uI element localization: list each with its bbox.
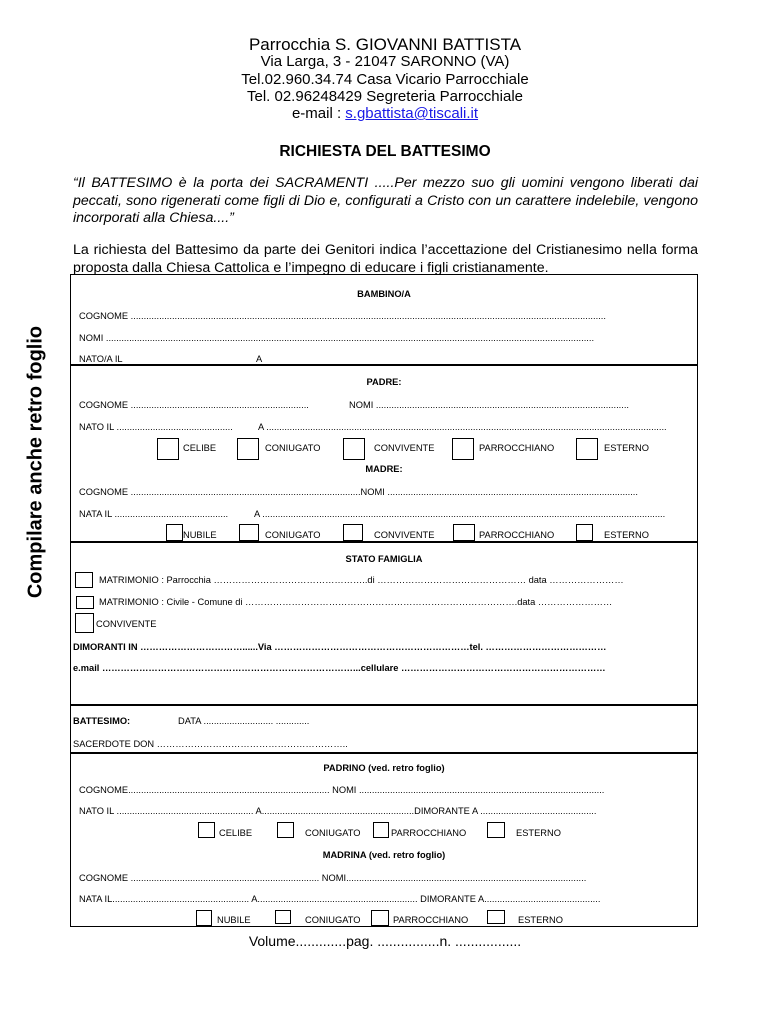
madre-nubile-checkbox[interactable] (166, 524, 183, 541)
madrina-nubile-checkbox[interactable] (196, 910, 212, 926)
convivente-checkbox[interactable] (75, 613, 94, 633)
madrina-parrocchiano-checkbox[interactable] (371, 910, 389, 926)
battesimo-label: BATTESIMO: (73, 716, 131, 726)
padre-celibe-checkbox[interactable] (157, 438, 179, 460)
madrina-esterno-checkbox[interactable] (487, 910, 505, 924)
madre-heading: MADRE: (365, 464, 403, 474)
matrimonio-parrocchia-checkbox[interactable] (75, 572, 93, 588)
padre-cognome-field[interactable]: COGNOME ..................................................................... (79, 400, 309, 410)
famiglia-email-field[interactable]: e.mail ………………………………………………………………………...cellulare ………………………………………………………… (73, 663, 606, 673)
padre-celibe-label: CELIBE (183, 443, 217, 453)
parish-address: Via Larga, 3 - 21047 SARONNO (VA) (260, 53, 510, 70)
register-reference: Volume.............pag. ................n. ................. (248, 933, 522, 949)
padrino-heading: PADRINO (ved. retro foglio) (323, 763, 445, 773)
padre-convivente-label: CONVIVENTE (374, 443, 435, 453)
bambino-nato-field[interactable]: NATO/A IL (79, 354, 123, 364)
padre-coniugato-checkbox[interactable] (237, 438, 259, 460)
side-note: Compilare anche retro foglio (24, 325, 47, 599)
divider (70, 704, 698, 706)
padrino-cognome-nomi-field[interactable]: COGNOME.............................................................................. NOMI ............................................................................................... (79, 785, 605, 795)
email-link[interactable]: s.gbattista@tiscali.it (345, 105, 479, 122)
madrina-cognome-nomi-field[interactable]: COGNOME ......................................................................... NOMI............................................................................................. (79, 873, 587, 883)
padrino-coniugato-label: CONIUGATO (305, 828, 361, 838)
parish-email-line (0, 105, 770, 122)
madre-a-field[interactable]: A ............................................................................................................................................................ (254, 509, 666, 519)
divider (70, 541, 698, 543)
madre-convivente-checkbox[interactable] (343, 524, 363, 541)
divider (70, 752, 698, 754)
divider (70, 364, 698, 366)
padre-heading: PADRE: (366, 377, 402, 387)
sacerdote-field[interactable]: SACERDOTE DON …………………………………………………….. (73, 739, 348, 749)
bambino-nome-field[interactable]: NOMI ............................................................................................................................................................................................. (79, 333, 595, 343)
padre-a-field[interactable]: A ........................................................................................................................................................... (258, 422, 667, 432)
battesimo-data-field[interactable]: DATA ........................... ............. (178, 716, 310, 726)
padrino-coniugato-checkbox[interactable] (277, 822, 294, 838)
padrino-nato-field[interactable]: NATO IL ..................................................... A...........................................................DIMORANTE A ............................................. (79, 806, 597, 816)
parish-tel-2: Tel. 02.96248429 Segreteria Parrocchiale (246, 88, 523, 105)
padre-nato-field[interactable]: NATO IL ............................................. (79, 422, 233, 432)
email-label: e-mail : (291, 105, 346, 122)
padre-esterno-checkbox[interactable] (576, 438, 598, 460)
madre-cognome-nomi-field[interactable]: COGNOME .........................................................................................NOMI ................................................................................................. (79, 487, 638, 497)
madre-esterno-checkbox[interactable] (576, 524, 593, 541)
famiglia-heading: STATO FAMIGLIA (345, 554, 423, 564)
madre-esterno-label: ESTERNO (604, 530, 649, 540)
convivente-label: CONVIVENTE (96, 619, 157, 629)
madrina-coniugato-label: CONIUGATO (305, 915, 361, 925)
padre-parrocchiano-label: PARROCCHIANO (479, 443, 555, 453)
bambino-cognome-field[interactable]: COGNOME ........................................................................................................................................................................................ (79, 311, 606, 321)
padre-nomi-field[interactable]: NOMI .................................................................................................. (349, 400, 629, 410)
madre-nata-field[interactable]: NATA IL ............................................ (79, 509, 229, 519)
padre-coniugato-label: CONIUGATO (265, 443, 321, 453)
madre-nubile-label: NUBILE (183, 530, 217, 540)
padrino-celibe-label: CELIBE (219, 828, 253, 838)
padrino-celibe-checkbox[interactable] (198, 822, 215, 838)
bambino-a-field[interactable]: A (256, 354, 263, 364)
dimoranti-field[interactable]: DIMORANTI IN ……………………………......Via ………………………………………………………tel. ………………………………… (73, 642, 607, 652)
madre-coniugato-label: CONIUGATO (265, 530, 321, 540)
matrimonio-civile-field[interactable]: MATRIMONIO : Civile - Comune di …………………………………………………………………………….data …………………… (99, 597, 613, 607)
madrina-nata-field[interactable]: NATA IL..................................................... A.............................................................. DIMORANTE A............................................. (79, 894, 601, 904)
madre-parrocchiano-checkbox[interactable] (453, 524, 475, 541)
quote-paragraph: “Il BATTESIMO è la porta dei SACRAMENTI .....Per mezzo suo gli uomini vengono liberati dai peccati, sono rigenerati come figli di Dio e, configurati a Cristo con un carattere indelebile, vengono incorporati alla Chiesa....” (73, 175, 698, 226)
madrina-heading: MADRINA (ved. retro foglio) (322, 850, 446, 860)
madrina-esterno-label: ESTERNO (518, 915, 563, 925)
matrimonio-parrocchia-field[interactable]: MATRIMONIO : Parrocchia …………………………………………..di ………………………………………… data …………………… (99, 575, 624, 585)
madre-coniugato-checkbox[interactable] (239, 524, 259, 541)
intro-paragraph: La richiesta del Battesimo da parte dei Genitori indica l’accettazione del Cristianesimo nella forma proposta dalla Chiesa Cattolica e l’impegno di educare i figli cristianamente. (73, 242, 698, 276)
madrina-nubile-label: NUBILE (217, 915, 251, 925)
padre-convivente-checkbox[interactable] (343, 438, 365, 460)
parish-name: Parrocchia S. GIOVANNI BATTISTA (248, 35, 522, 54)
padrino-esterno-checkbox[interactable] (487, 822, 505, 838)
page-title: RICHIESTA DEL BATTESIMO (279, 143, 491, 160)
padre-parrocchiano-checkbox[interactable] (452, 438, 474, 460)
madre-convivente-label: CONVIVENTE (374, 530, 435, 540)
parish-tel-1: Tel.02.960.34.74 Casa Vicario Parrocchiale (241, 71, 529, 88)
padrino-esterno-label: ESTERNO (516, 828, 561, 838)
padrino-parrocchiano-checkbox[interactable] (373, 822, 389, 838)
madrina-coniugato-checkbox[interactable] (275, 910, 291, 924)
padrino-parrocchiano-label: PARROCCHIANO (391, 828, 467, 838)
madre-parrocchiano-label: PARROCCHIANO (479, 530, 555, 540)
madrina-parrocchiano-label: PARROCCHIANO (393, 915, 469, 925)
matrimonio-civile-checkbox[interactable] (76, 596, 94, 609)
bambino-heading: BAMBINO/A (357, 289, 411, 299)
padre-esterno-label: ESTERNO (604, 443, 649, 453)
